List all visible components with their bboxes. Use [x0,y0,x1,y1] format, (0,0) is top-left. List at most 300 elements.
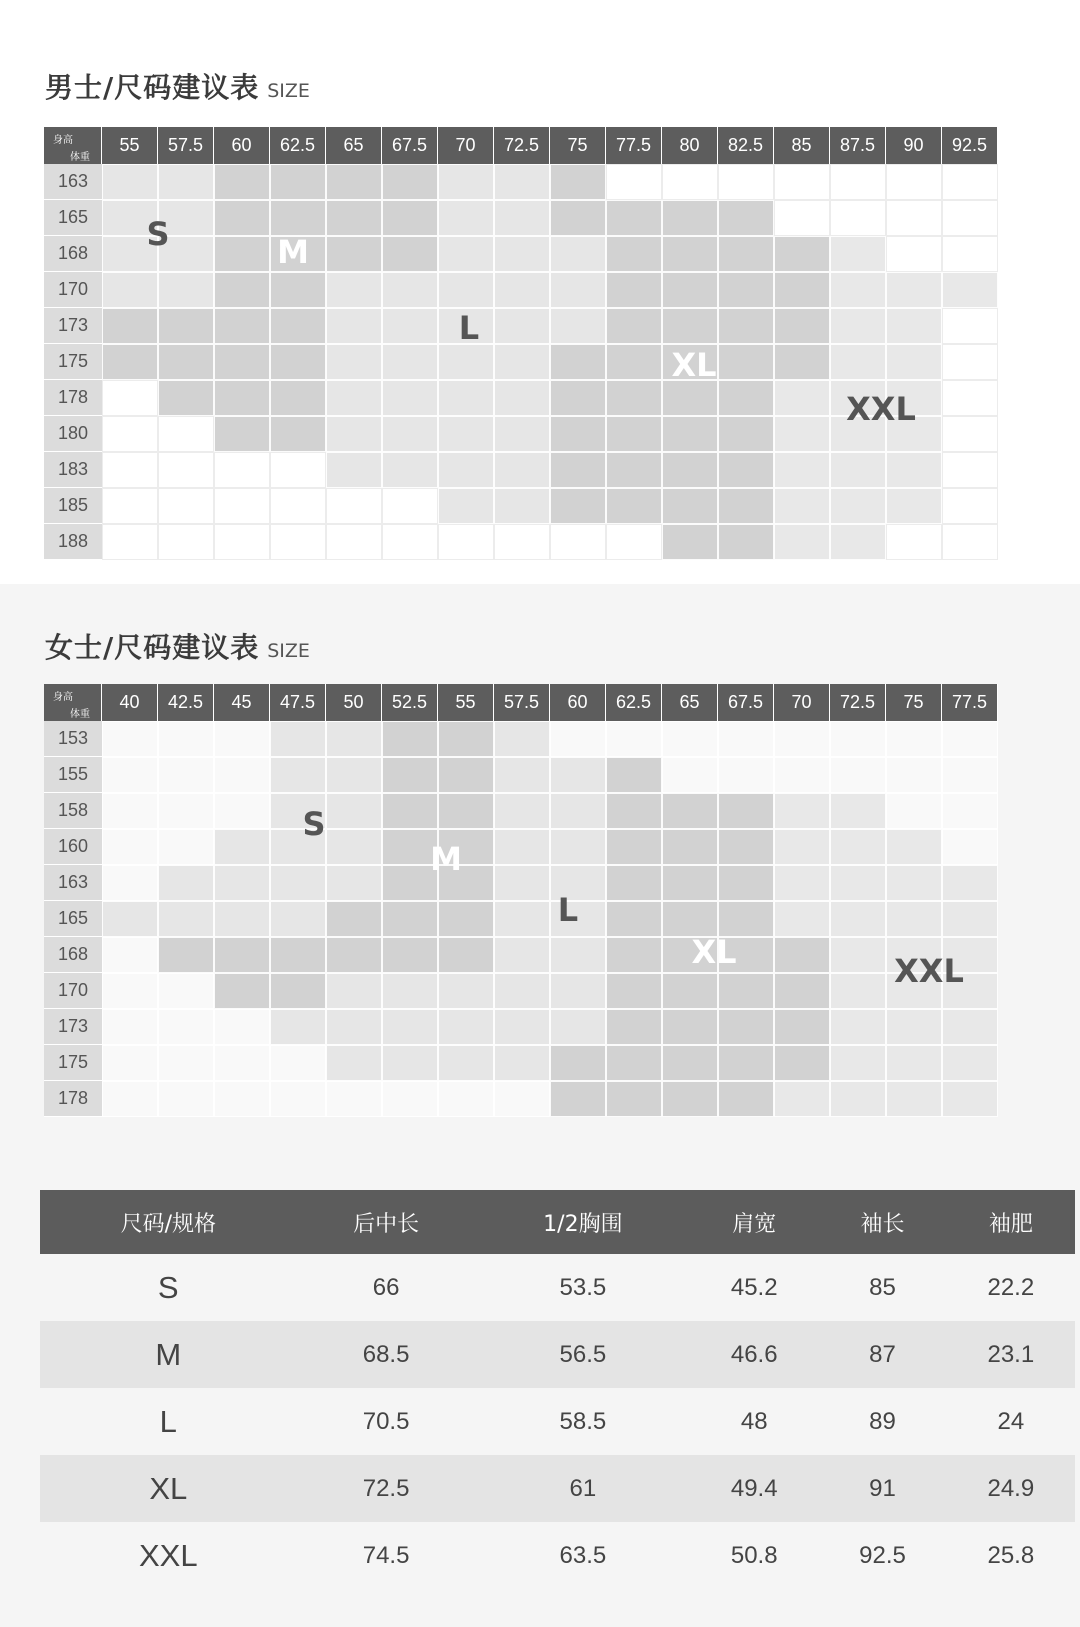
weight-header: 77.5 [606,127,662,164]
size-cell [606,236,662,272]
size-cell [662,272,718,308]
size-label-xxl: XXL [894,952,964,990]
size-cell [326,1045,382,1081]
weight-header: 52.5 [382,684,438,721]
size-cell [774,308,830,344]
size-cell [326,416,382,452]
size-cell [550,1045,606,1081]
size-cell [774,344,830,380]
weight-header: 82.5 [718,127,774,164]
spec-value-cell: 24 [947,1388,1075,1455]
size-cell [102,308,158,344]
corner-weight-label: 体重 [70,152,90,163]
size-cell [662,865,718,901]
size-cell [606,452,662,488]
size-cell [830,200,886,236]
size-cell [270,1081,326,1117]
size-cell [270,721,326,757]
size-cell [662,1009,718,1045]
size-cell [102,829,158,865]
size-cell [158,721,214,757]
size-cell [158,524,214,560]
size-cell [606,380,662,416]
size-cell [158,829,214,865]
size-cell [158,164,214,200]
size-cell [774,488,830,524]
size-cell [606,757,662,793]
height-label: 163 [44,164,102,200]
size-cell [270,973,326,1009]
size-cell [214,200,270,236]
size-cell [718,721,774,757]
size-cell [550,1081,606,1117]
size-cell [886,200,942,236]
size-cell [270,937,326,973]
size-cell [718,452,774,488]
size-cell [662,793,718,829]
spec-value-cell: 23.1 [947,1321,1075,1388]
size-cell [494,272,550,308]
size-cell [606,524,662,560]
size-cell [270,1009,326,1045]
size-cell [494,524,550,560]
size-cell [942,524,998,560]
size-cell [214,757,270,793]
size-cell [718,416,774,452]
corner-height-label: 身高 [53,692,73,703]
size-cell [886,829,942,865]
size-cell [382,1009,438,1045]
size-cell [326,865,382,901]
size-cell [662,488,718,524]
size-cell [606,829,662,865]
size-cell [494,200,550,236]
size-cell [550,757,606,793]
size-cell [942,236,998,272]
size-cell [774,1009,830,1045]
size-cell [942,901,998,937]
size-cell [830,488,886,524]
size-cell [830,793,886,829]
size-cell [718,829,774,865]
size-cell [102,524,158,560]
spec-size-cell: L [40,1388,297,1455]
height-label: 175 [44,344,102,380]
size-cell [326,164,382,200]
size-cell [382,721,438,757]
size-cell [102,452,158,488]
size-cell [102,757,158,793]
size-cell [550,721,606,757]
size-cell [662,416,718,452]
spec-size-cell: S [40,1254,297,1321]
weight-header: 70 [438,127,494,164]
size-cell [326,488,382,524]
size-cell [718,488,774,524]
size-cell [774,757,830,793]
size-cell [158,1045,214,1081]
size-cell [270,272,326,308]
size-cell [886,865,942,901]
size-cell [494,164,550,200]
height-label: 163 [44,865,102,901]
size-cell [942,416,998,452]
size-cell [606,793,662,829]
size-cell [606,1009,662,1045]
size-cell [886,236,942,272]
size-cell [326,901,382,937]
size-cell [326,236,382,272]
size-cell [830,757,886,793]
size-cell [438,793,494,829]
size-cell [774,793,830,829]
size-cell [438,200,494,236]
spec-value-cell: 61 [476,1455,690,1522]
weight-header: 70 [774,684,830,721]
height-label: 188 [44,524,102,560]
size-cell [662,829,718,865]
size-cell [550,937,606,973]
size-cell [326,272,382,308]
size-cell [718,1081,774,1117]
spec-value-cell: 49.4 [690,1455,818,1522]
women-title-text: 女士/尺码建议表 [45,631,260,664]
size-cell [102,865,158,901]
size-cell [382,416,438,452]
height-label: 185 [44,488,102,524]
size-cell [102,1081,158,1117]
size-cell [494,901,550,937]
size-cell [494,721,550,757]
size-cell [326,757,382,793]
size-cell [158,344,214,380]
size-cell [438,721,494,757]
size-cell [942,308,998,344]
size-cell [214,452,270,488]
weight-header: 75 [550,127,606,164]
height-label: 175 [44,1045,102,1081]
size-cell [438,973,494,1009]
spec-table-row [40,1321,1075,1388]
size-cell [774,236,830,272]
spec-table-row [40,1254,1075,1321]
size-cell [942,164,998,200]
size-cell [830,721,886,757]
size-cell [942,1045,998,1081]
size-cell [326,380,382,416]
size-cell [662,164,718,200]
weight-header: 75 [886,684,942,721]
spec-column-header: 肩宽 [690,1190,818,1254]
size-cell [270,1045,326,1081]
spec-size-cell: M [40,1321,297,1388]
size-cell [606,344,662,380]
size-cell [214,1009,270,1045]
size-cell [158,793,214,829]
size-cell [718,1009,774,1045]
size-cell [158,488,214,524]
size-cell [774,829,830,865]
weight-header: 55 [438,684,494,721]
size-cell [494,757,550,793]
size-cell [942,452,998,488]
size-cell [382,524,438,560]
spec-column-header: 袖长 [818,1190,946,1254]
size-cell [158,308,214,344]
size-cell [494,973,550,1009]
spec-value-cell: 91 [818,1455,946,1522]
size-cell [774,524,830,560]
size-cell [382,200,438,236]
size-cell [886,1009,942,1045]
spec-value-cell: 66 [297,1254,476,1321]
size-cell [494,1045,550,1081]
weight-header: 85 [774,127,830,164]
size-cell [774,937,830,973]
size-cell [102,901,158,937]
size-cell [774,380,830,416]
spec-size-cell: XL [40,1455,297,1522]
size-cell [438,757,494,793]
weight-header: 55 [102,127,158,164]
spec-value-cell: 74.5 [297,1522,476,1589]
size-label-xl: XL [671,346,717,384]
size-cell [550,1009,606,1045]
size-cell [214,524,270,560]
size-cell [606,488,662,524]
size-cell [662,452,718,488]
size-cell [102,973,158,1009]
weight-header: 65 [326,127,382,164]
height-label: 165 [44,200,102,236]
weight-header: 40 [102,684,158,721]
size-cell [438,1045,494,1081]
size-cell [942,865,998,901]
height-label: 178 [44,380,102,416]
corner-weight-label: 体重 [70,709,90,720]
size-cell [382,793,438,829]
size-cell [438,272,494,308]
size-cell [214,344,270,380]
height-label: 178 [44,1081,102,1117]
size-cell [270,757,326,793]
size-cell [438,1009,494,1045]
size-cell [382,901,438,937]
size-cell [662,1081,718,1117]
weight-header: 62.5 [606,684,662,721]
size-cell [606,865,662,901]
size-cell [270,416,326,452]
height-label: 170 [44,272,102,308]
weight-header: 67.5 [382,127,438,164]
spec-value-cell: 24.9 [947,1455,1075,1522]
size-cell [214,937,270,973]
size-cell [718,380,774,416]
size-cell [494,829,550,865]
size-label-s: S [146,215,170,253]
size-cell [606,973,662,1009]
spec-value-cell: 85 [818,1254,946,1321]
size-cell [270,308,326,344]
size-cell [886,308,942,344]
size-cell [326,973,382,1009]
size-cell [662,973,718,1009]
size-cell [270,164,326,200]
size-cell [830,1045,886,1081]
size-cell [886,757,942,793]
size-cell [214,380,270,416]
weight-header: 67.5 [718,684,774,721]
size-cell [606,200,662,236]
men-section [0,0,1080,584]
size-cell [494,937,550,973]
size-cell [214,901,270,937]
size-cell [606,1045,662,1081]
garment-spec-table [40,1190,1075,1589]
size-cell [718,272,774,308]
size-cell [438,1081,494,1117]
size-cell [382,236,438,272]
size-cell [830,937,886,973]
size-cell [942,757,998,793]
size-cell [886,1045,942,1081]
size-cell [382,1045,438,1081]
size-cell [830,452,886,488]
size-cell [438,452,494,488]
size-label-l: L [557,891,579,929]
size-cell [886,793,942,829]
size-cell [158,272,214,308]
size-cell [550,488,606,524]
weight-header: 90 [886,127,942,164]
height-label: 173 [44,308,102,344]
size-cell [102,488,158,524]
size-cell [270,865,326,901]
size-cell [438,416,494,452]
size-cell [718,164,774,200]
size-cell [326,829,382,865]
size-cell [494,488,550,524]
size-cell [494,416,550,452]
size-cell [158,1081,214,1117]
size-cell [718,344,774,380]
weight-header: 80 [662,127,718,164]
size-cell [214,721,270,757]
size-cell [606,1081,662,1117]
size-cell [774,1045,830,1081]
spec-value-cell: 72.5 [297,1455,476,1522]
size-cell [326,721,382,757]
spec-value-cell: 48 [690,1388,818,1455]
size-cell [606,416,662,452]
spec-column-header: 后中长 [297,1190,476,1254]
size-cell [494,793,550,829]
size-cell [718,308,774,344]
spec-value-cell: 87 [818,1321,946,1388]
size-cell [214,164,270,200]
size-label-xl: XL [691,933,737,971]
size-cell [438,380,494,416]
size-cell [326,344,382,380]
height-label: 158 [44,793,102,829]
size-cell [942,272,998,308]
size-cell [942,380,998,416]
size-cell [494,1081,550,1117]
height-label: 173 [44,1009,102,1045]
size-cell [494,236,550,272]
size-cell [662,757,718,793]
size-cell [214,1081,270,1117]
size-cell [382,488,438,524]
size-label-xxl: XXL [846,390,916,428]
size-cell [550,452,606,488]
size-cell [438,524,494,560]
size-cell [942,344,998,380]
size-cell [550,200,606,236]
size-cell [214,308,270,344]
size-cell [662,380,718,416]
size-cell [550,308,606,344]
size-cell [382,308,438,344]
size-cell [718,757,774,793]
weight-header: 77.5 [942,684,998,721]
size-cell [494,380,550,416]
size-cell [550,236,606,272]
weight-header: 87.5 [830,127,886,164]
spec-value-cell: 46.6 [690,1321,818,1388]
size-cell [606,901,662,937]
weight-header: 57.5 [494,684,550,721]
size-cell [270,344,326,380]
size-cell [718,1045,774,1081]
size-label-m: M [430,840,462,878]
size-cell [326,793,382,829]
size-cell [774,901,830,937]
spec-value-cell: 70.5 [297,1388,476,1455]
spec-column-header: 1/2胸围 [476,1190,690,1254]
height-label: 180 [44,416,102,452]
size-cell [270,524,326,560]
men-title-sub: SIZE [267,80,310,102]
size-cell [718,524,774,560]
size-cell [158,865,214,901]
size-cell [382,1081,438,1117]
size-cell [830,829,886,865]
size-cell [382,757,438,793]
spec-table-row [40,1388,1075,1455]
weight-header: 60 [214,127,270,164]
size-cell [886,901,942,937]
size-cell [606,272,662,308]
size-cell [662,308,718,344]
women-title-sub: SIZE [267,640,310,662]
height-label: 153 [44,721,102,757]
weight-header: 57.5 [158,127,214,164]
size-cell [438,488,494,524]
size-cell [718,973,774,1009]
size-cell [774,416,830,452]
size-cell [830,236,886,272]
spec-table-row [40,1522,1075,1589]
size-cell [102,272,158,308]
size-cell [326,937,382,973]
size-cell [214,829,270,865]
spec-value-cell: 50.8 [690,1522,818,1589]
size-cell [102,380,158,416]
size-cell [494,452,550,488]
size-cell [438,164,494,200]
size-cell [550,416,606,452]
